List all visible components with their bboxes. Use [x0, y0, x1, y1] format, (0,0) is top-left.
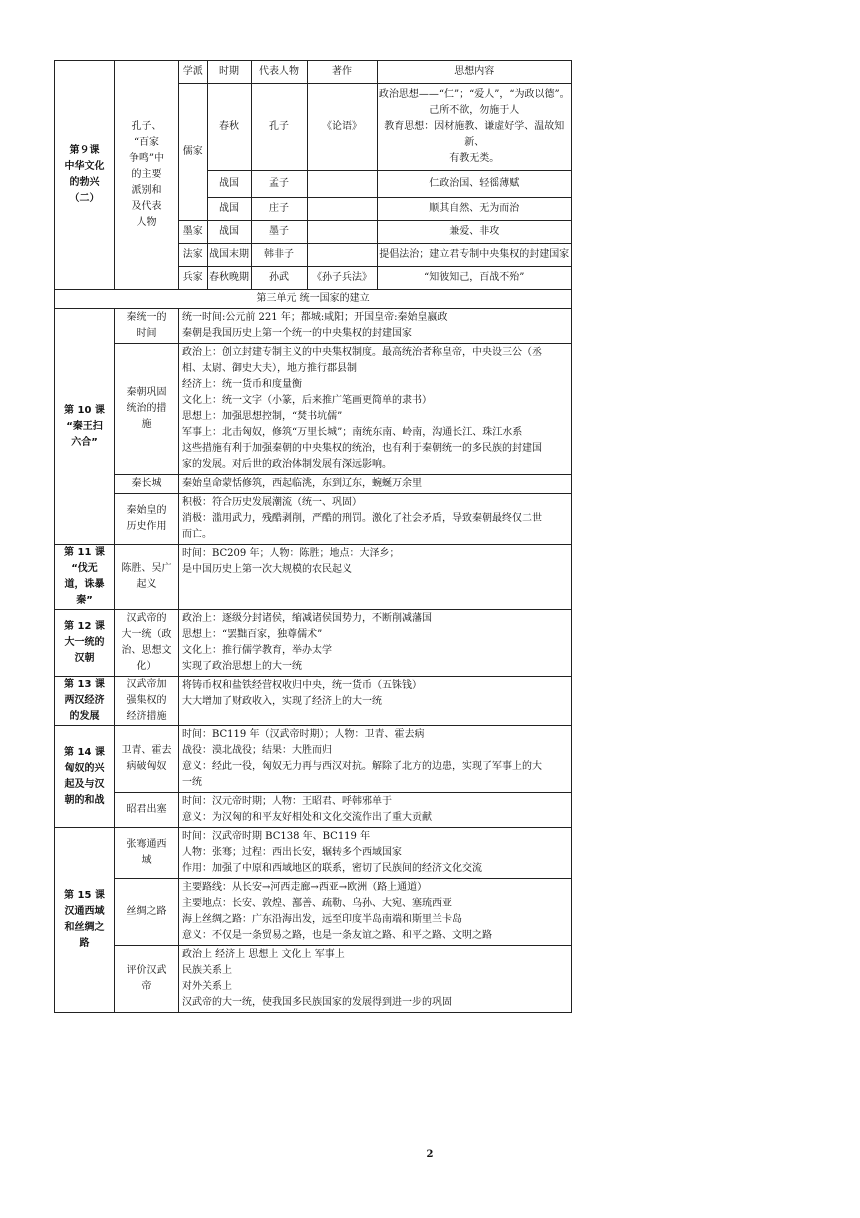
text-line: 而亡。: [182, 529, 212, 540]
lesson-topic: [115, 309, 179, 344]
person: 韩非子: [251, 244, 307, 267]
text-line: 匈奴的兴: [64, 762, 105, 774]
text-line: 第９课: [69, 145, 100, 156]
school-table-header: [179, 61, 571, 84]
work: [307, 171, 377, 198]
topic-content: [179, 610, 572, 677]
person: 孙武: [251, 267, 307, 290]
text-line: 人物: [136, 217, 157, 228]
topic-content: [179, 828, 572, 879]
lesson-topic: [115, 494, 179, 545]
school-table: [179, 61, 571, 289]
text-line: 争鸣”中: [128, 153, 165, 164]
period: 战国: [207, 221, 251, 244]
text-line: 孔子、: [131, 121, 162, 132]
text-line: 对外关系上: [182, 981, 232, 992]
column-header: 思想内容: [377, 61, 571, 84]
topic-row: [55, 726, 572, 793]
text-line: 中华文化: [64, 161, 105, 172]
text-line: 己所不欲，勿施于人: [429, 105, 520, 116]
text-line: 意义：不仅是一条贸易之路，也是一条友谊之路、和平之路、文明之路: [182, 930, 492, 941]
topic-row: [55, 828, 572, 879]
topic-row: [55, 793, 572, 828]
lesson-title: [55, 677, 115, 726]
text-line: 经济措施: [126, 711, 167, 722]
school-name: 儒家: [179, 84, 207, 221]
text-line: 评价汉武: [126, 965, 167, 976]
text-line: 有教无类。: [449, 153, 500, 164]
period: 春秋: [207, 84, 251, 171]
text-line: 战役：漠北战役；结果：大胜而归: [182, 745, 332, 756]
text-line: 是中国历史上第一次大规模的农民起义: [182, 564, 352, 575]
person: 孟子: [251, 171, 307, 198]
lesson-title: [55, 61, 115, 290]
period: 战国: [207, 198, 251, 221]
text-line: 汉武帝加: [126, 679, 167, 690]
work: [307, 221, 377, 244]
text-line: 朝的和战: [64, 794, 105, 806]
lesson-title: [55, 828, 115, 1013]
text-line: 文化上：统一文字（小篆，后来推广笔画更简单的隶书）: [182, 395, 432, 406]
text-line: 相、太尉、御史大夫），地方推行郡县制: [182, 363, 357, 374]
text-line: 家的发展。对后世的政治体制发展有深远影响。: [182, 459, 392, 470]
school-row: [179, 221, 571, 244]
topic-row: [55, 610, 572, 677]
person: 孔子: [251, 84, 307, 171]
school-name: 兵家: [179, 267, 207, 290]
text-line: 昭君出塞: [126, 804, 167, 815]
text-line: 道，诛暴: [64, 579, 105, 590]
unit-title: 第三单元 统一国家的建立: [55, 290, 572, 309]
text-line: （二）: [69, 193, 100, 204]
text-line: 主要地点：长安、敦煌、鄯善、疏勒、乌孙、大宛、塞琉西亚: [182, 898, 452, 909]
lesson-topic: [115, 475, 179, 494]
text-line: 秦”: [76, 595, 93, 606]
topic-row: [55, 344, 572, 475]
text-line: 秦朝巩固: [126, 387, 167, 398]
text-line: 积极：符合历史发展潮流（统一、巩固）: [182, 497, 362, 508]
text-line: 第 10 课: [64, 404, 105, 416]
period: 战国: [207, 171, 251, 198]
text-line: 施: [141, 419, 152, 430]
thought-content: [377, 171, 571, 198]
lesson-row: [55, 61, 572, 290]
topic-content: [179, 309, 572, 344]
history-notes-table: [54, 60, 572, 1013]
text-line: 第 15 课: [64, 890, 105, 901]
column-header: 学派: [179, 61, 207, 84]
lesson-topic: [115, 879, 179, 946]
text-line: 丝绸之路: [126, 906, 167, 917]
work: [307, 244, 377, 267]
topic-row: [55, 475, 572, 494]
text-line: 和丝绸之: [64, 922, 105, 933]
text-line: “秦王扫: [66, 420, 103, 432]
text-line: 秦始皇命蒙恬修筑，西起临洮，东到辽东，蜿蜒万余里: [182, 478, 422, 489]
text-line: 的勃兴: [69, 177, 100, 188]
text-line: 第 12 课: [64, 621, 105, 632]
lesson-topic: [115, 344, 179, 475]
text-line: 秦长城: [131, 478, 162, 489]
text-line: 大一统（政: [121, 629, 172, 640]
text-line: 一统: [182, 777, 202, 788]
period: 战国末期: [207, 244, 251, 267]
school-row: [179, 171, 571, 198]
text-line: 军事上：北击匈奴，修筑“万里长城”；南统东南、岭南，沟通长江、珠江水系: [182, 427, 523, 438]
text-line: 政治思想——“仁”；“爱人”，“为政以德”。: [378, 89, 570, 100]
topic-row: [55, 545, 572, 610]
topic-content: [179, 545, 572, 610]
school-row: [179, 84, 571, 171]
text-line: 秦始皇的: [126, 505, 167, 516]
lesson-topic: [115, 677, 179, 726]
school-row: [179, 267, 571, 290]
lesson-topic: [115, 61, 179, 290]
text-line: 路: [79, 938, 90, 949]
lesson-topic: [115, 545, 179, 610]
text-line: 汉武帝的大一统，使我国多民族国家的发展得到进一步的巩固: [182, 997, 452, 1008]
text-line: 大一统的: [64, 637, 105, 648]
topic-content: [179, 793, 572, 828]
text-line: 实现了政治思想上的大一统: [182, 661, 302, 672]
period: 春秋晚期: [207, 267, 251, 290]
text-line: 教育思想：因材施教、谦虚好学、温故知新、: [384, 121, 565, 148]
text-line: 汉朝: [74, 653, 95, 664]
text-line: 意义：经此一役，匈奴无力再与西汉对抗。解除了北方的边患，实现了军事上的大: [182, 761, 542, 772]
lesson-topic: [115, 946, 179, 1013]
thought-content: [377, 267, 571, 290]
thought-content: [377, 84, 571, 171]
text-line: 秦统一的: [126, 312, 167, 323]
text-line: 强集权的: [126, 695, 167, 706]
school-name: 法家: [179, 244, 207, 267]
text-line: 汉通西域: [64, 906, 105, 917]
thought-content: [377, 244, 571, 267]
page-number: 2: [426, 1149, 434, 1160]
text-line: 陈胜、吴广: [121, 563, 172, 574]
topic-content: [179, 677, 572, 726]
text-line: 民族关系上: [182, 965, 232, 976]
lesson-title: [55, 610, 115, 677]
text-line: “百家: [133, 137, 160, 148]
lesson-title: [55, 545, 115, 610]
text-line: 汉武帝的: [126, 613, 167, 624]
text-line: 大大增加了财政收入，实现了经济上的大一统: [182, 696, 382, 707]
person: 庄子: [251, 198, 307, 221]
column-header: 代表人物: [251, 61, 307, 84]
text-line: 政治上：逐级分封诸侯，缩减诸侯国势力，不断削减藩国: [182, 613, 432, 624]
thought-content: [377, 221, 571, 244]
text-line: 化）: [136, 661, 157, 672]
person: 墨子: [251, 221, 307, 244]
topic-row: [55, 879, 572, 946]
text-line: 张骞通西: [126, 839, 167, 850]
school-table-cell: [179, 61, 572, 290]
text-line: 人物：张骞；过程：西出长安，辗转多个西域国家: [182, 847, 402, 858]
text-line: 卫青、霍去: [121, 745, 172, 756]
text-line: 时间：BC209 年；人物：陈胜；地点：大泽乡；: [182, 548, 400, 559]
work: 《孙子兵法》: [307, 267, 377, 290]
topic-row: [55, 309, 572, 344]
text-line: “伐无: [71, 563, 98, 574]
text-line: 派别和: [131, 185, 162, 196]
text-line: 时间：汉元帝时期；人物：王昭君、呼韩邪单于: [182, 796, 392, 807]
text-line: 思想上：加强思想控制，“焚书坑儒”: [182, 411, 343, 422]
text-line: 统治的措: [126, 403, 167, 414]
text-line: 六合”: [71, 436, 98, 448]
text-line: 时间: [136, 328, 157, 339]
text-line: 域: [141, 855, 152, 866]
text-line: 起及与汉: [64, 778, 105, 790]
lesson-title: [55, 726, 115, 828]
text-line: 统一时间:公元前 221 年；都城:咸阳；开国皇帝:秦始皇嬴政: [182, 312, 448, 323]
text-line: 第 13 课: [64, 679, 105, 690]
lesson-title: [55, 309, 115, 545]
lesson-topic: [115, 828, 179, 879]
school-name: 墨家: [179, 221, 207, 244]
text-line: 主要路线：从长安→河西走廊→西亚→欧洲（路上通道）: [182, 882, 428, 893]
text-line: 海上丝绸之路：广东沿海出发，远至印度半岛南端和斯里兰卡岛: [182, 914, 462, 925]
lesson-topic: [115, 610, 179, 677]
text-line: 历史作用: [126, 521, 167, 532]
topic-content: [179, 879, 572, 946]
text-line: 的发展: [69, 711, 100, 722]
text-line: 第 14 课: [64, 746, 105, 758]
text-line: 兼爱、非攻: [449, 226, 500, 237]
text-line: 时间：汉武帝时期 BC138 年、BC119 年: [182, 831, 371, 842]
topic-content: [179, 726, 572, 793]
school-row: [179, 244, 571, 267]
thought-content: [377, 198, 571, 221]
lesson-topic: [115, 726, 179, 793]
text-line: 意义：为汉匈的和平友好相处和文化交流作出了重大贡献: [182, 812, 432, 823]
text-line: 文化上：推行儒学教育，举办太学: [182, 645, 332, 656]
text-line: 治、思想文: [121, 645, 172, 656]
text-line: 第 11 课: [64, 547, 105, 558]
text-line: “知彼知己，百战不殆”: [424, 272, 525, 283]
topic-row: [55, 677, 572, 726]
text-line: 起义: [136, 579, 157, 590]
topic-content: [179, 344, 572, 475]
text-line: 秦朝是我国历史上第一个统一的中央集权的封建国家: [182, 328, 412, 339]
text-line: 思想上：“罢黜百家，独尊儒术”: [182, 629, 323, 640]
text-line: 经济上：统一货币和度量衡: [182, 379, 302, 390]
text-line: 两汉经济: [64, 695, 105, 706]
lesson-topic: [115, 793, 179, 828]
school-row: [179, 198, 571, 221]
text-line: 的主要: [131, 169, 162, 180]
column-header: 时期: [207, 61, 251, 84]
unit-row: [55, 290, 572, 309]
text-line: 这些措施有利于加强秦朝的中央集权的统治，也有利于秦朝统一的多民族的封建国: [182, 443, 542, 454]
topic-content: [179, 494, 572, 545]
text-line: 时间：BC119 年（汉武帝时期）；人物：卫青、霍去病: [182, 729, 425, 740]
text-line: 提倡法治；建立君专制中央集权的封建国家: [379, 249, 570, 260]
topic-row: [55, 946, 572, 1013]
text-line: 及代表: [131, 201, 162, 212]
topic-content: [179, 946, 572, 1013]
text-line: 政治上：创立封建专制主义的中央集权制度。最高统治者称皇帝，中央设三公（丞: [182, 347, 542, 358]
text-line: 消极：滥用武力，残酷剥削，严酷的刑罚。激化了社会矛盾，导致秦朝最终仅二世: [182, 513, 542, 524]
text-line: 将铸币权和盐铁经营权收归中央，统一货币（五铢钱）: [182, 680, 422, 691]
text-line: 病破匈奴: [126, 761, 167, 772]
column-header: 著作: [307, 61, 377, 84]
topic-content: [179, 475, 572, 494]
text-line: 仁政治国、轻徭薄赋: [429, 178, 520, 189]
text-line: 作用：加强了中原和西域地区的联系，密切了民族间的经济文化交流: [182, 863, 482, 874]
topic-row: [55, 494, 572, 545]
work: 《论语》: [307, 84, 377, 171]
text-line: 帝: [141, 981, 152, 992]
text-line: 政治上 经济上 思想上 文化上 军事上: [182, 949, 345, 960]
work: [307, 198, 377, 221]
text-line: 顺其自然、无为而治: [429, 203, 520, 214]
